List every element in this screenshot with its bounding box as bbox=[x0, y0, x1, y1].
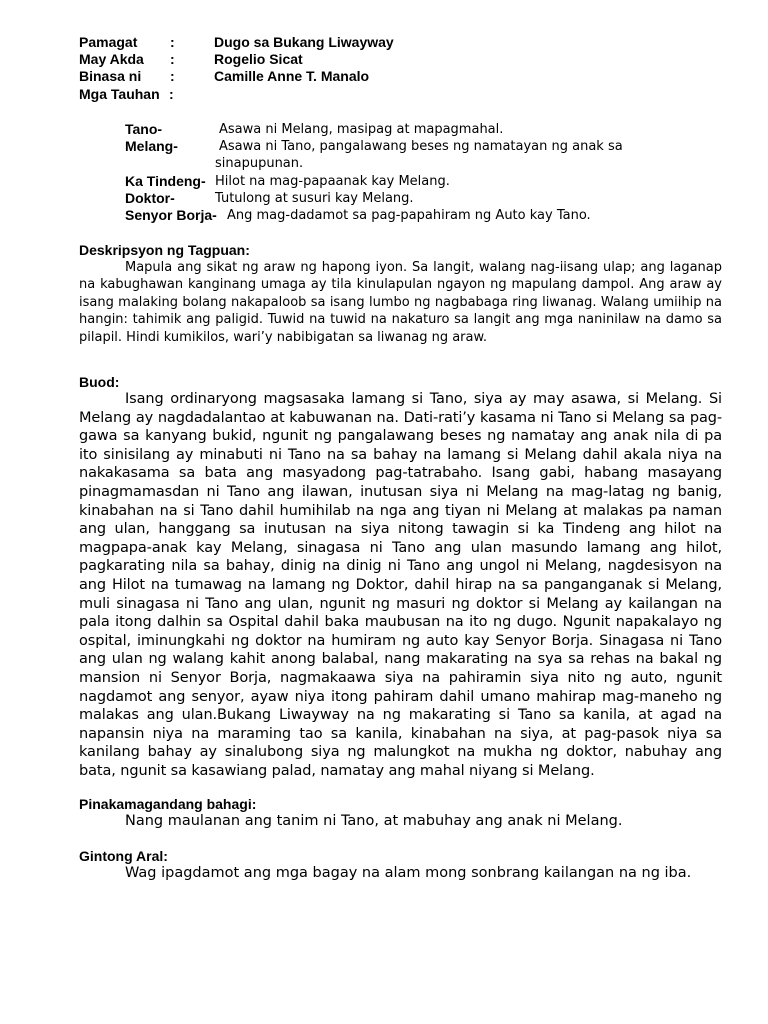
header-value: Camille Anne T. Manalo bbox=[214, 68, 370, 84]
character-name: Senyor Borja- bbox=[125, 207, 217, 223]
deskripsyon-paragraph: Mapula ang sikat ng araw ng hapong iyon. Sa langit, walang nag-iisang ulap; ang laganap na kabughawan kanginang umaga ay tila kinulapulan ngayon ng mapulang dampol. Ang araw ay isang malaking bolang nakapaloob sa isang lumbo ng nagbabaga ring liwanag. Walang umiihip na hangin: tahimik ang paligid. Tuwid na tuwid na nakaturo sa langit ang mga naninilaw na damo sa pilapil. Hindi kumikilos, wari’y nabibigatan sa liwanag ng araw. bbox=[79, 260, 722, 345]
header-label: Mga Tauhan bbox=[79, 86, 160, 102]
pinakamagandang-heading: Pinakamagandang bahagi: bbox=[79, 796, 257, 812]
character-desc: Asawa ni Melang, masipag at mapagmahal. bbox=[219, 122, 504, 137]
header-value: Rogelio Sicat bbox=[214, 51, 303, 67]
character-desc: Asawa ni Tano, pangalawang beses ng namatayan ng anak sa bbox=[219, 139, 623, 154]
buod-paragraph: Isang ordinaryong magsasaka lamang si Tano, siya ay may asawa, si Melang. Si Melang ay nagdadalantao at kabuwanan na. Dati-rati’y kasama ni Tano si Melang sa pag-gawa sa kanyang bukid, ngunit ng pangalawang beses ng namatay ang anak nila di pa ito sinisilang ay minabuti ni Tano na sa bahay na lamang si Melang dahil akala niya na nakakasama sa bata ang masyadong pag-tatrabaho. Isang gabi, habang masayang pinagmamasdan ni Tano ang ilawan, inutusan siya ni Melang na mag-latag ng banig, kinabahan na si Tano dahil humihilab na nga ang tiyan ni Melang at malakas pa naman ang ulan, hanggang sa inutusan na siya nitong tawagin si ka Tindeng ang hilot na magpapa-anak kay Melang, sinagasa ni Tano ang ulan masundo lamang ang hilot, pagkarating nila sa bahay, dinig na dinig ni Tano ang ungol ni Melang, nagdesisyon na ang Hilot na tumawag na lamang ng Doktor, dahil hirap na sa panganganak si Melang, muli sinagasa ni Tano ang ulan, ngunit ng masuri ng doktor si Melang ay kailangan na pala itong dalhin sa Ospital dahil baka maubusan na ito ng dugo. Ngunit napakalayo ng ospital, iminungkahi ng doktor na humiram ng auto kay Senyor Borja. Sinagasa ni Tano ang ulan ng walang kahit anong balabal, nang makarating na sya sa rehas na bakal ng mansion ni Senyor Borja, nagmakaawa siya na pahiramin siya nito ng auto, ngunit nagdamot ang senyor, ayaw niya itong pahiram dahil umano mahirap mag-maneho ng malakas ang ulan.Bukang Liwayway na ng makarating si Tano sa kanila, at agad na napansin niya na maraming tao sa kanila, kinabahan na siya, at pag-pasok niya sa kanilang bahay ay sinalubong siya ng malungkot na mukha ng doktor, nabuhay ang bata, ngunit sa kasawiang palad, namatay ang mahal niyang si Melang. bbox=[79, 391, 722, 779]
header-label: Pamagat bbox=[79, 34, 138, 50]
character-name: Tano- bbox=[125, 121, 163, 137]
header-label: Binasa ni bbox=[79, 68, 142, 84]
header-colon: : bbox=[170, 34, 175, 50]
character-name: Doktor- bbox=[125, 190, 175, 206]
header-value: Dugo sa Bukang Liwayway bbox=[214, 34, 394, 50]
character-desc: Tutulong at susuri kay Melang. bbox=[215, 191, 414, 206]
header-colon: : bbox=[169, 86, 174, 102]
character-desc: Hilot na mag-papaanak kay Melang. bbox=[215, 174, 450, 189]
header-colon: : bbox=[170, 51, 175, 67]
character-name: Melang- bbox=[125, 138, 178, 154]
character-desc-continued: sinapupunan. bbox=[215, 156, 304, 171]
deskripsyon-heading: Deskripsyon ng Tagpuan: bbox=[79, 242, 250, 258]
character-desc: Ang mag-dadamot sa pag-papahiram ng Auto kay Tano. bbox=[227, 208, 591, 223]
header-label: May Akda bbox=[79, 51, 144, 67]
character-name: Ka Tindeng- bbox=[125, 173, 206, 189]
gintong-aral-heading: Gintong Aral: bbox=[79, 848, 168, 864]
pinakamagandang-text: Nang maulanan ang tanim ni Tano, at mabuhay ang anak ni Melang. bbox=[125, 813, 623, 829]
header-colon: : bbox=[170, 68, 175, 84]
buod-heading: Buod: bbox=[79, 374, 120, 390]
gintong-aral-text: Wag ipagdamot ang mga bagay na alam mong sonbrang kailangan na ng iba. bbox=[125, 865, 692, 881]
